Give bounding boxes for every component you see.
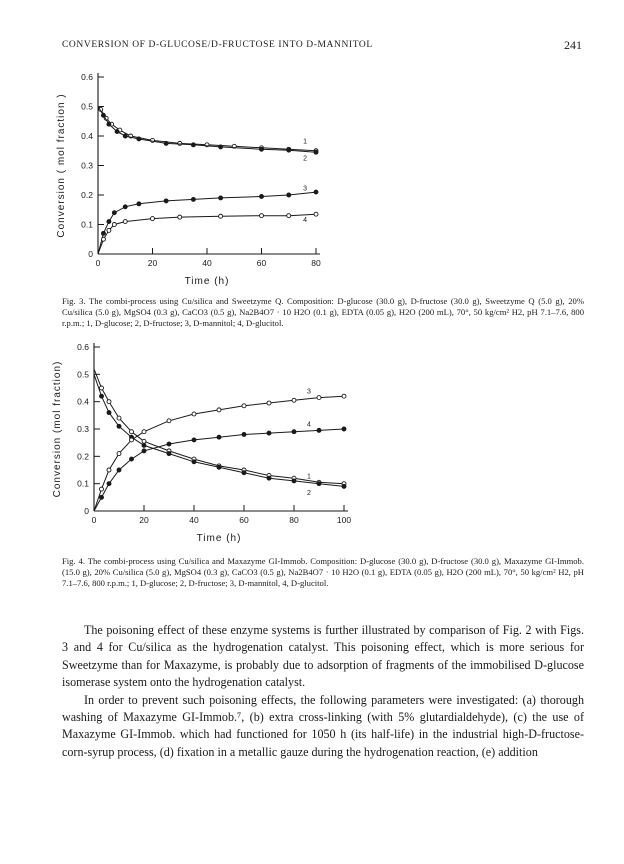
chart-3-series-2-point bbox=[101, 113, 105, 117]
chart-4-series-4-point bbox=[100, 495, 104, 499]
chart-3-series-2-point bbox=[123, 134, 127, 138]
chart-4-series-4-point bbox=[107, 482, 111, 486]
chart-3-series-2-point bbox=[219, 145, 223, 149]
chart-4-series-2-point bbox=[242, 471, 246, 475]
chart-4-y-tick-label: 0.3 bbox=[77, 424, 89, 434]
chart-4-y-tick-label: 0.4 bbox=[77, 396, 89, 407]
chart-4-x-tick-label: 40 bbox=[189, 515, 199, 525]
chart-4-y-tick-label: 0 bbox=[84, 506, 89, 516]
chart-4-series-2-point bbox=[342, 484, 346, 488]
chart-4-series-2-point bbox=[107, 411, 111, 415]
chart-4-series-2-point bbox=[100, 394, 104, 398]
chart-4-series-3-point bbox=[107, 468, 111, 472]
figure-4-chart bbox=[0, 330, 624, 550]
chart-4-x-axis-label: Time (h) bbox=[196, 533, 242, 544]
chart-4-y-axis-label: Conversion (mol fraction) bbox=[52, 360, 63, 498]
chart-3-series-4-point bbox=[107, 228, 111, 232]
chart-4-series-1-point bbox=[130, 430, 134, 434]
chart-4-series-2-point bbox=[292, 479, 296, 483]
running-title: CONVERSION OF D-GLUCOSE/D-FRUCTOSE INTO D-MANNITOL bbox=[62, 40, 373, 50]
chart-3-series-3-point bbox=[101, 231, 105, 235]
chart-4-y-tick-label: 0.5 bbox=[77, 369, 89, 380]
chart-4-series-3-point bbox=[292, 398, 296, 402]
chart-4-series-4-point bbox=[167, 442, 171, 446]
chart-4-x-tick-label: 100 bbox=[336, 515, 352, 525]
chart-4-series-4-point bbox=[192, 438, 196, 442]
chart-3-series-2-point bbox=[314, 150, 318, 154]
figure-3-chart bbox=[0, 58, 624, 294]
chart-4-series-2-point bbox=[267, 476, 271, 480]
chart-4-series-3-point bbox=[267, 401, 271, 405]
chart-3-x-tick-label: 60 bbox=[256, 258, 267, 268]
chart-3-series-2-point bbox=[191, 143, 195, 147]
chart-4-series-2-point bbox=[117, 424, 121, 428]
chart-3-series-4-point bbox=[151, 217, 155, 221]
chart-3-series-3-point bbox=[107, 220, 111, 224]
chart-3-series-2-point bbox=[287, 148, 291, 152]
chart-4-series-4-point bbox=[342, 427, 346, 431]
chart-4-series-4-point bbox=[267, 431, 271, 435]
chart-4-y-tick-label: 0.1 bbox=[77, 478, 89, 489]
chart-3-curve-label-4: 4 bbox=[303, 217, 308, 225]
chart-4-series-3-point bbox=[342, 394, 346, 398]
chart-3-series-3-point bbox=[314, 190, 318, 194]
chart-4-series-1-point bbox=[117, 416, 121, 420]
chart-4-series-3-point bbox=[117, 452, 121, 456]
chart-4-series-3-point bbox=[242, 404, 246, 408]
chart-3-y-tick-label: 0.4 bbox=[81, 131, 93, 141]
chart-3-series-3-line bbox=[98, 192, 316, 254]
running-head bbox=[62, 40, 582, 54]
chart-3-curve-label-3: 3 bbox=[303, 185, 308, 193]
chart-3-curve-label-2: 2 bbox=[303, 155, 308, 163]
page-number: 241 bbox=[564, 38, 582, 52]
chart-3-series-3-point bbox=[191, 197, 195, 201]
chart-4-x-tick-label: 0 bbox=[91, 515, 97, 525]
chart-4-series-3-point bbox=[130, 438, 134, 442]
chart-4-series-3-point bbox=[142, 430, 146, 434]
chart-3-y-tick-label: 0.5 bbox=[81, 101, 93, 112]
chart-4-series-4-point bbox=[317, 428, 321, 432]
chart-3-series-4-point bbox=[112, 223, 116, 227]
chart-3-series-3-point bbox=[123, 205, 127, 209]
chart-3-series-3-point bbox=[260, 194, 264, 198]
chart-3-y-tick-label: 0.3 bbox=[81, 160, 93, 171]
chart-4-curve-label-3: 3 bbox=[307, 388, 311, 396]
chart-3-x-tick-label: 40 bbox=[202, 258, 212, 268]
chart-3-series-3-point bbox=[112, 211, 116, 215]
body-paragraph-2: In order to prevent such poisoning effects, the following parameters were investigated: (a) thorough washing of Maxazyme GI-Immob.⁷, (b) extra cross-linking (with 5% glutardialdehyde), (c) the use of Maxazyme GI-Immob. which had functioned for 1050 h (its half-life) in the industrial high-D-fructose-corn-syrup process, (d) fixation in a metallic gauze during the hydrogenation reaction, (e) addition bbox=[62, 692, 584, 759]
chart-3-x-tick-label: 20 bbox=[147, 258, 158, 268]
chart-3-series-4-point bbox=[287, 214, 291, 218]
chart-3-series-1-point bbox=[178, 141, 182, 145]
chart-4-series-2-point bbox=[192, 460, 196, 464]
chart-4-series-3-point bbox=[192, 412, 196, 416]
chart-4-series-2-point bbox=[142, 443, 146, 447]
chart-3-y-tick-label: 0.1 bbox=[81, 219, 93, 230]
body-paragraph-1: The poisoning effect of these enzyme systems is further illustrated by comparison of Fig. 2 with Figs. 3 and 4 for Cu/silica as the hydrogenation catalyst. This poisoning effect, which is more serious for Sweetzyme than for Maxazyme, is probably due to adsorption of fragments of the immobilised D-glucose isomerase system onto the hydrogenation catalyst. bbox=[62, 623, 584, 690]
chart-4-series-3-point bbox=[167, 419, 171, 423]
chart-3-series-2-point bbox=[164, 141, 168, 145]
chart-3-series-2-point bbox=[107, 122, 111, 126]
chart-4-curve-label-4: 4 bbox=[307, 421, 311, 429]
chart-4-series-4-point bbox=[142, 449, 146, 453]
chart-4-y-tick-label: 0.6 bbox=[77, 342, 89, 352]
chart-3-series-3-point bbox=[287, 193, 291, 197]
chart-3-series-4-point bbox=[314, 212, 318, 216]
chart-4-curve-label-2: 2 bbox=[307, 489, 311, 497]
chart-3-x-axis-label: Time (h) bbox=[184, 276, 230, 287]
chart-4-series-2-point bbox=[167, 452, 171, 456]
chart-3-series-4-point bbox=[260, 214, 264, 218]
chart-4-series-4-point bbox=[130, 457, 134, 461]
chart-3-series-2-point bbox=[260, 147, 264, 151]
chart-4-x-tick-label: 80 bbox=[289, 515, 299, 525]
chart-3-x-tick-label: 80 bbox=[311, 258, 321, 268]
chart-3-y-tick-label: 0.6 bbox=[81, 72, 93, 82]
chart-4-series-2-point bbox=[217, 465, 221, 469]
chart-4-series-3-point bbox=[317, 396, 321, 400]
chart-3-series-2-point bbox=[137, 137, 141, 141]
chart-3-y-axis-label: Conversion ( mol fraction ) bbox=[56, 93, 67, 238]
chart-4-series-3-point bbox=[217, 408, 221, 412]
chart-4-series-2-point bbox=[317, 482, 321, 486]
chart-4-curve-label-1: 1 bbox=[307, 473, 311, 481]
chart-4-series-1-point bbox=[142, 439, 146, 443]
chart-4-x-tick-label: 20 bbox=[139, 515, 149, 525]
chart-3-series-3-point bbox=[164, 199, 168, 203]
chart-3-series-4-point bbox=[101, 237, 105, 241]
chart-4-series-3-point bbox=[100, 487, 104, 491]
figure-4-caption: Fig. 4. The combi-process using Cu/silica and Maxazyme GI-Immob. Composition: D-glucose (30.0 g), D-fructose (30.0 g), Maxazyme GI-Immob. (15.0 g), 20% Cu/silica (5.0 g), MgSO4 (0.3 g), CaCO3 (0.5 g), Na2B4O7 · 10 H2O (0.1 g), EDTA (0.05 g), H2O (200 mL), 70°, 50 kg/cm² H2, pH 7.1–7.6, 800 r.p.m.; 1, D-glucose; 2, D-fructose; 3, D-mannitol, 4, D-glucitol. bbox=[62, 556, 584, 588]
chart-4-series-4-point bbox=[292, 430, 296, 434]
chart-3-x-tick-label: 0 bbox=[95, 258, 101, 268]
chart-3-y-tick-label: 0.2 bbox=[81, 190, 93, 200]
chart-3-series-3-point bbox=[219, 196, 223, 200]
figure-3-caption: Fig. 3. The combi-process using Cu/silica and Sweetzyme Q. Composition: D-glucose (30.0 g), D-fructose (30.0 g), Sweetzyme Q (5.0 g), 20% Cu/silica (5.0 g), MgSO4 (0.3 g), CaCO3 (0.5 g), Na2B4O7 · 10 H2O (0.1 g), EDTA (0.05 g), H2O (200 mL), 70°, 50 kg/cm² H2, pH 7.1–7.6, 800 r.p.m.; 1, D-glucose; 2, D-fructose; 3, D-mannitol; 4, D-glucitol. bbox=[62, 296, 584, 328]
chart-4-series-1-point bbox=[100, 386, 104, 390]
chart-3-series-4-point bbox=[178, 215, 182, 219]
chart-3-y-tick-label: 0 bbox=[88, 249, 93, 259]
body-text bbox=[62, 622, 584, 761]
chart-4-series-4-point bbox=[242, 432, 246, 436]
chart-3-series-2-point bbox=[115, 130, 119, 134]
chart-3-series-4-point bbox=[219, 214, 223, 218]
chart-3-series-3-point bbox=[137, 202, 141, 206]
chart-3-series-4-point bbox=[123, 220, 127, 224]
chart-3-curve-label-1: 1 bbox=[303, 138, 308, 146]
chart-4-series-4-point bbox=[117, 468, 121, 472]
chart-4-x-tick-label: 60 bbox=[239, 515, 249, 525]
chart-4-series-1-point bbox=[107, 400, 111, 404]
chart-4-series-4-point bbox=[217, 435, 221, 439]
chart-4-y-tick-label: 0.2 bbox=[77, 451, 89, 462]
